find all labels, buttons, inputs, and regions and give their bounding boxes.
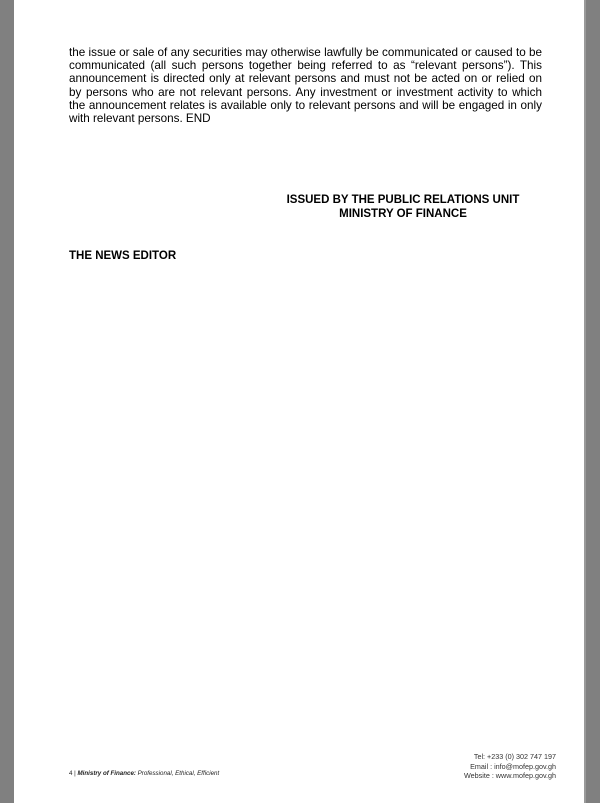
- footer-website: Website : www.mofep.gov.gh: [463, 771, 556, 780]
- issued-by-line: ISSUED BY THE PUBLIC RELATIONS UNIT: [286, 194, 520, 206]
- ministry-line: MINISTRY OF FINANCE: [339, 207, 467, 220]
- page-edge: [584, 0, 586, 803]
- body-paragraph: the issue or sale of any securities may otherwise lawfully be communicated or caused to be communicated (all such persons together being referred to as “relevant persons”). This announcement is directed only at relevant persons and must not be acted on or relied on by persons who are not relevant persons. Any investment or investment activity to which the announcement relates is available only to relevant persons and will be engaged in only with relevant persons. END: [69, 46, 542, 126]
- footer-contact: [464, 752, 556, 781]
- footer-left: [69, 770, 219, 777]
- footer-email: Email : info@mofep.gov.gh: [470, 761, 556, 771]
- footer-separator: |: [72, 770, 78, 777]
- footer-org: Ministry of Finance:: [77, 770, 136, 777]
- page-number: 4: [69, 770, 73, 777]
- news-editor-heading: THE NEWS EDITOR: [69, 250, 177, 262]
- footer-tagline: Professional, Ethical, Efficient: [135, 770, 220, 777]
- issued-by-block: [284, 194, 522, 221]
- footer-tel: Tel: +233 (0) 302 747 197: [473, 752, 556, 761]
- document-page: [14, 0, 584, 803]
